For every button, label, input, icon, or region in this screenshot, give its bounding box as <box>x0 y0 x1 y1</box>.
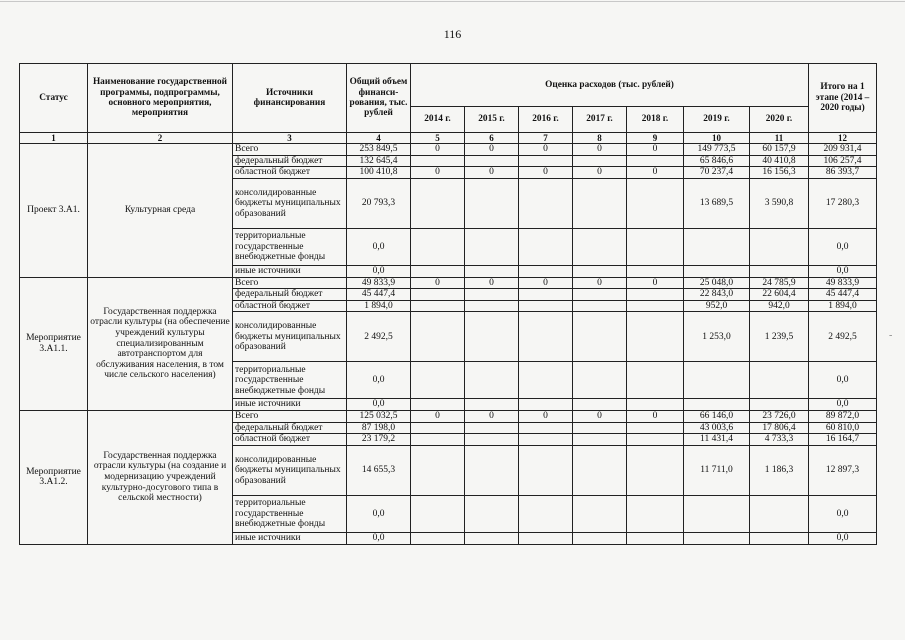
year-value-cell: 0 <box>627 167 684 179</box>
total-cell: 125 032,5 <box>347 411 411 423</box>
source-cell: иные источники <box>233 399 347 411</box>
year-value-cell <box>627 178 684 228</box>
year-value-cell <box>411 422 465 434</box>
year-value-cell: 0 <box>519 144 573 156</box>
column-number: 1 <box>20 133 88 144</box>
year-value-cell <box>627 445 684 495</box>
margin-mark: - <box>889 330 893 341</box>
column-number: 3 <box>233 133 347 144</box>
year-value-cell <box>684 362 750 399</box>
header-stage-total: Итого на 1 этапе (2014 – 2020 годы) <box>809 64 877 133</box>
year-value-cell <box>519 434 573 446</box>
year-value-cell <box>627 300 684 312</box>
year-value-cell: 149 773,5 <box>684 144 750 156</box>
year-value-cell <box>411 155 465 167</box>
year-value-cell <box>684 228 750 265</box>
stage-total-cell: 0,0 <box>809 228 877 265</box>
year-value-cell: 0 <box>573 411 627 423</box>
year-value-cell <box>411 445 465 495</box>
stage-total-cell: 209 931,4 <box>809 144 877 156</box>
header-year: 2016 г. <box>519 107 573 133</box>
year-value-cell <box>573 155 627 167</box>
header-name: Наименование государственной программы, подпрограммы, основного мероприятия, мероприятия <box>88 64 233 133</box>
stage-total-cell: 89 872,0 <box>809 411 877 423</box>
table-row <box>20 144 877 156</box>
year-value-cell: 23 726,0 <box>750 411 809 423</box>
source-cell: федеральный бюджет <box>233 155 347 167</box>
year-value-cell <box>627 228 684 265</box>
year-value-cell: 0 <box>465 167 519 179</box>
year-value-cell: 70 237,4 <box>684 167 750 179</box>
year-value-cell <box>465 178 519 228</box>
stage-total-cell: 0,0 <box>809 399 877 411</box>
year-value-cell: 0 <box>573 167 627 179</box>
stage-total-cell: 2 492,5 <box>809 312 877 362</box>
year-value-cell <box>411 495 465 532</box>
stage-total-cell: 0,0 <box>809 265 877 277</box>
source-cell: территориальные государственные внебюджетные фонды <box>233 495 347 532</box>
page-number: 116 <box>443 27 462 41</box>
stage-total-cell: 1 894,0 <box>809 300 877 312</box>
budget-table <box>19 63 877 545</box>
year-value-cell <box>411 312 465 362</box>
year-value-cell <box>411 265 465 277</box>
year-value-cell <box>627 532 684 544</box>
year-value-cell <box>519 399 573 411</box>
total-cell: 2 492,5 <box>347 312 411 362</box>
year-value-cell <box>573 532 627 544</box>
year-value-cell: 0 <box>627 144 684 156</box>
year-value-cell: 0 <box>411 144 465 156</box>
source-cell: областной бюджет <box>233 300 347 312</box>
stage-total-cell: 106 257,4 <box>809 155 877 167</box>
year-value-cell <box>465 434 519 446</box>
year-value-cell <box>627 362 684 399</box>
header-year: 2015 г. <box>465 107 519 133</box>
year-value-cell <box>411 289 465 301</box>
year-value-cell <box>519 300 573 312</box>
year-value-cell <box>465 399 519 411</box>
year-value-cell: 22 843,0 <box>684 289 750 301</box>
year-value-cell <box>465 289 519 301</box>
year-value-cell <box>465 422 519 434</box>
column-number: 4 <box>347 133 411 144</box>
table-row <box>20 277 877 289</box>
source-cell: федеральный бюджет <box>233 422 347 434</box>
source-cell: консолидированные бюджеты муниципальных образований <box>233 312 347 362</box>
year-value-cell: 66 146,0 <box>684 411 750 423</box>
year-value-cell <box>573 399 627 411</box>
table-row <box>20 411 877 423</box>
source-cell: консолидированные бюджеты муниципальных образований <box>233 178 347 228</box>
year-value-cell: 0 <box>627 411 684 423</box>
header-status: Статус <box>20 64 88 133</box>
stage-total-cell: 0,0 <box>809 495 877 532</box>
stage-total-cell: 12 897,3 <box>809 445 877 495</box>
year-value-cell <box>519 265 573 277</box>
source-cell: территориальные государственные внебюджетные фонды <box>233 228 347 265</box>
scan-edge <box>0 1 905 2</box>
year-value-cell: 3 590,8 <box>750 178 809 228</box>
name-cell: Государственная поддержка отрасли культуры (на создание и модернизацию учреждений культурно-досугового типа в сельской местности) <box>88 411 233 545</box>
year-value-cell <box>627 312 684 362</box>
year-value-cell <box>573 495 627 532</box>
year-value-cell <box>750 265 809 277</box>
source-cell: областной бюджет <box>233 167 347 179</box>
column-number: 5 <box>411 133 465 144</box>
year-value-cell <box>573 265 627 277</box>
total-cell: 23 179,2 <box>347 434 411 446</box>
year-value-cell: 17 806,4 <box>750 422 809 434</box>
total-cell: 20 793,3 <box>347 178 411 228</box>
year-value-cell: 43 003,6 <box>684 422 750 434</box>
total-cell: 49 833,9 <box>347 277 411 289</box>
year-value-cell <box>627 422 684 434</box>
total-cell: 87 198,0 <box>347 422 411 434</box>
year-value-cell: 22 604,4 <box>750 289 809 301</box>
year-value-cell: 942,0 <box>750 300 809 312</box>
header-sources: Источники финансирования <box>233 64 347 133</box>
year-value-cell <box>684 495 750 532</box>
column-number: 6 <box>465 133 519 144</box>
year-value-cell <box>573 434 627 446</box>
year-value-cell <box>573 445 627 495</box>
year-value-cell <box>627 495 684 532</box>
total-cell: 0,0 <box>347 495 411 532</box>
year-value-cell: 0 <box>411 167 465 179</box>
stage-total-cell: 60 810,0 <box>809 422 877 434</box>
column-number: 7 <box>519 133 573 144</box>
year-value-cell <box>573 422 627 434</box>
total-cell: 0,0 <box>347 265 411 277</box>
year-value-cell <box>465 495 519 532</box>
year-value-cell: 60 157,9 <box>750 144 809 156</box>
year-value-cell <box>627 399 684 411</box>
year-value-cell: 1 253,0 <box>684 312 750 362</box>
total-cell: 0,0 <box>347 532 411 544</box>
year-value-cell: 952,0 <box>684 300 750 312</box>
total-cell: 100 410,8 <box>347 167 411 179</box>
year-value-cell <box>465 155 519 167</box>
year-value-cell <box>573 228 627 265</box>
year-value-cell <box>465 300 519 312</box>
year-value-cell <box>465 532 519 544</box>
year-value-cell <box>411 399 465 411</box>
year-value-cell <box>750 399 809 411</box>
stage-total-cell: 17 280,3 <box>809 178 877 228</box>
year-value-cell <box>684 532 750 544</box>
year-value-cell <box>465 265 519 277</box>
year-value-cell <box>750 228 809 265</box>
total-cell: 253 849,5 <box>347 144 411 156</box>
total-cell: 0,0 <box>347 399 411 411</box>
year-value-cell: 24 785,9 <box>750 277 809 289</box>
year-value-cell <box>519 495 573 532</box>
year-value-cell <box>465 362 519 399</box>
year-value-cell: 1 186,3 <box>750 445 809 495</box>
year-value-cell: 16 156,3 <box>750 167 809 179</box>
year-value-cell <box>684 265 750 277</box>
column-number: 9 <box>627 133 684 144</box>
header-total: Общий объем финанси-рования, тыс. рублей <box>347 64 411 133</box>
year-value-cell <box>519 155 573 167</box>
year-value-cell <box>750 495 809 532</box>
total-cell: 0,0 <box>347 362 411 399</box>
status-cell: Мероприятие 3.А1.2. <box>20 411 88 545</box>
year-value-cell <box>519 312 573 362</box>
source-cell: иные источники <box>233 265 347 277</box>
year-value-cell: 0 <box>519 277 573 289</box>
year-value-cell <box>411 362 465 399</box>
source-cell: Всего <box>233 144 347 156</box>
source-cell: иные источники <box>233 532 347 544</box>
source-cell: федеральный бюджет <box>233 289 347 301</box>
year-value-cell: 11 711,0 <box>684 445 750 495</box>
year-value-cell: 65 846,6 <box>684 155 750 167</box>
stage-total-cell: 45 447,4 <box>809 289 877 301</box>
year-value-cell <box>411 300 465 312</box>
year-value-cell <box>411 434 465 446</box>
year-value-cell <box>573 300 627 312</box>
year-value-cell: 13 689,5 <box>684 178 750 228</box>
year-value-cell: 0 <box>465 144 519 156</box>
source-cell: территориальные государственные внебюджетные фонды <box>233 362 347 399</box>
year-value-cell: 40 410,8 <box>750 155 809 167</box>
total-cell: 1 894,0 <box>347 300 411 312</box>
year-value-cell <box>519 289 573 301</box>
year-value-cell <box>465 445 519 495</box>
stage-total-cell: 0,0 <box>809 362 877 399</box>
year-value-cell <box>411 228 465 265</box>
year-value-cell: 1 239,5 <box>750 312 809 362</box>
stage-total-cell: 16 164,7 <box>809 434 877 446</box>
year-value-cell <box>519 362 573 399</box>
total-cell: 14 655,3 <box>347 445 411 495</box>
column-number: 10 <box>684 133 750 144</box>
year-value-cell: 0 <box>411 277 465 289</box>
source-cell: областной бюджет <box>233 434 347 446</box>
stage-total-cell: 0,0 <box>809 532 877 544</box>
year-value-cell <box>573 362 627 399</box>
year-value-cell <box>627 434 684 446</box>
year-value-cell <box>411 178 465 228</box>
year-value-cell: 0 <box>465 277 519 289</box>
year-value-cell <box>465 312 519 362</box>
header-year: 2014 г. <box>411 107 465 133</box>
status-cell: Мероприятие 3.А1.1. <box>20 277 88 411</box>
stage-total-cell: 86 393,7 <box>809 167 877 179</box>
year-value-cell <box>519 445 573 495</box>
source-cell: консолидированные бюджеты муниципальных образований <box>233 445 347 495</box>
year-value-cell: 0 <box>411 411 465 423</box>
total-cell: 45 447,4 <box>347 289 411 301</box>
stage-total-cell: 49 833,9 <box>809 277 877 289</box>
year-value-cell <box>750 362 809 399</box>
year-value-cell <box>573 312 627 362</box>
year-value-cell <box>627 155 684 167</box>
total-cell: 132 645,4 <box>347 155 411 167</box>
year-value-cell <box>411 532 465 544</box>
column-number: 8 <box>573 133 627 144</box>
year-value-cell: 0 <box>519 167 573 179</box>
name-cell: Культурная среда <box>88 144 233 278</box>
year-value-cell <box>465 228 519 265</box>
year-value-cell: 0 <box>573 277 627 289</box>
year-value-cell: 0 <box>627 277 684 289</box>
column-number: 12 <box>809 133 877 144</box>
year-value-cell <box>627 265 684 277</box>
year-value-cell <box>519 228 573 265</box>
year-value-cell <box>627 289 684 301</box>
status-cell: Проект 3.А1. <box>20 144 88 278</box>
year-value-cell: 0 <box>519 411 573 423</box>
year-value-cell <box>519 178 573 228</box>
header-year: 2018 г. <box>627 107 684 133</box>
year-value-cell <box>684 399 750 411</box>
year-value-cell <box>573 289 627 301</box>
source-cell: Всего <box>233 277 347 289</box>
header-year: 2017 г. <box>573 107 627 133</box>
header-year: 2019 г. <box>684 107 750 133</box>
year-value-cell <box>519 532 573 544</box>
year-value-cell <box>573 178 627 228</box>
year-value-cell: 0 <box>573 144 627 156</box>
year-value-cell <box>519 422 573 434</box>
column-number: 11 <box>750 133 809 144</box>
year-value-cell: 4 733,3 <box>750 434 809 446</box>
year-value-cell: 0 <box>465 411 519 423</box>
column-number: 2 <box>88 133 233 144</box>
total-cell: 0,0 <box>347 228 411 265</box>
year-value-cell: 11 431,4 <box>684 434 750 446</box>
header-year: 2020 г. <box>750 107 809 133</box>
year-value-cell: 25 048,0 <box>684 277 750 289</box>
source-cell: Всего <box>233 411 347 423</box>
header-estimate: Оценка расходов (тыс. рублей) <box>411 64 809 107</box>
name-cell: Государственная поддержка отрасли культуры (на обеспечение учреждений культуры специализированным автотранспортом для обслуживания населения, в том числе сельского населения) <box>88 277 233 411</box>
year-value-cell <box>750 532 809 544</box>
